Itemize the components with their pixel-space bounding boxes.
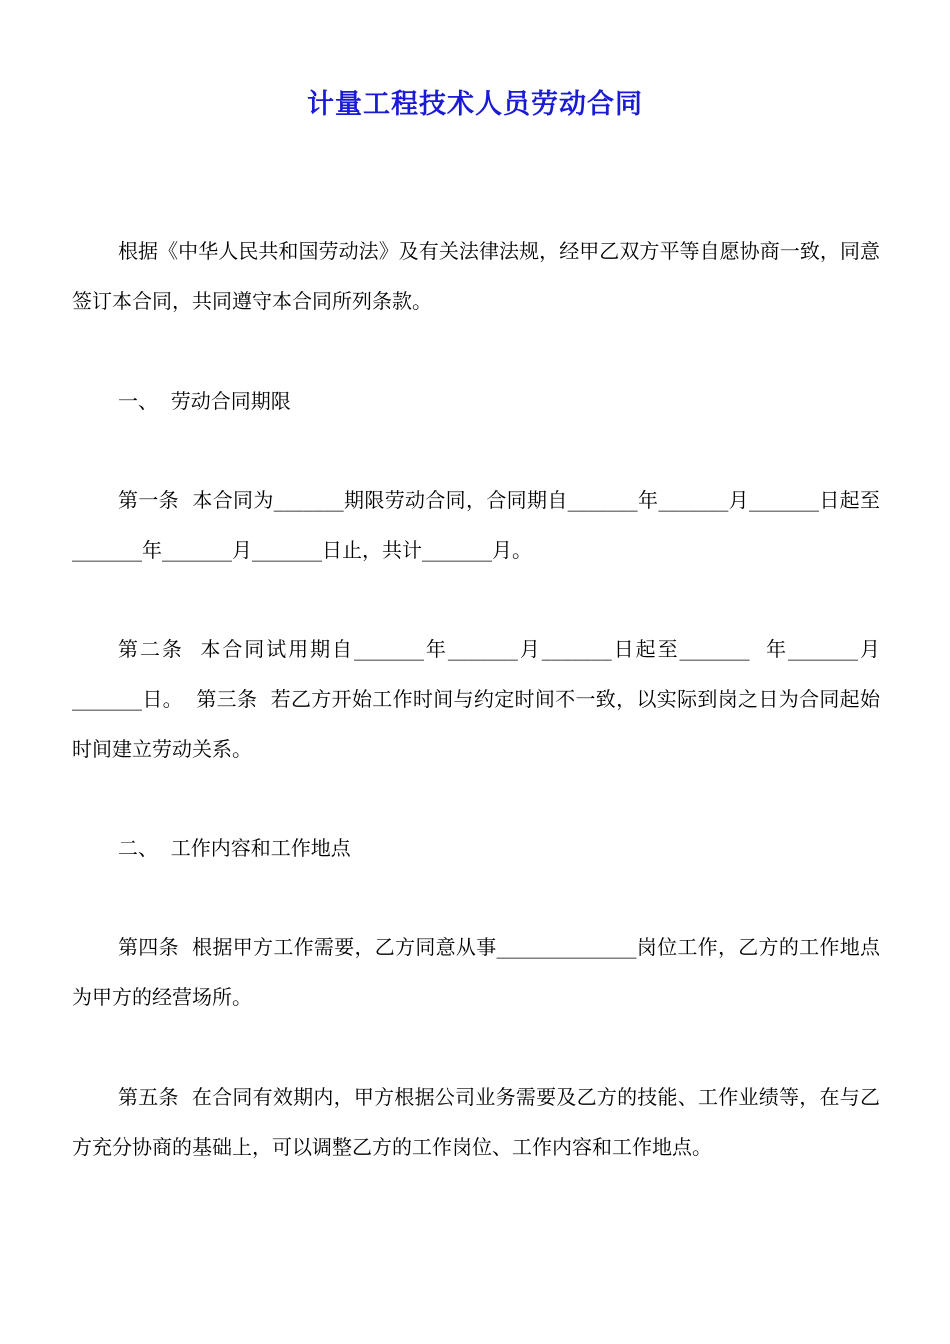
intro-paragraph: 根据《中华人民共和国劳动法》及有关法律法规，经甲乙双方平等自愿协商一致，同意签订本合同，共同遵守本合同所列条款。 (72, 239, 880, 313)
article-1-paragraph: 第一条 本合同为_______期限劳动合同，合同期自_______年_______月_______日起至_______年_______月_______日止，共计_______月。 (72, 488, 880, 562)
document-title: 计量工程技术人员劳动合同 (307, 89, 643, 120)
section-heading-work: 二、 工作内容和工作地点 (118, 836, 351, 860)
section-heading-term: 一、 劳动合同期限 (118, 389, 291, 413)
article-2-3-paragraph: 第二条 本合同试用期自_______年_______月_______日起至_______ 年_______月_______日。 第三条 若乙方开始工作时间与约定时间不一致，以实际到岗之日为合同起始时间建立劳动关系。 (72, 637, 880, 761)
article-4-paragraph: 第四条 根据甲方工作需要，乙方同意从事______________岗位工作，乙方的工作地点为甲方的经营场所。 (72, 935, 880, 1009)
article-5-paragraph: 第五条 在合同有效期内，甲方根据公司业务需要及乙方的技能、工作业绩等，在与乙方充分协商的基础上，可以调整乙方的工作岗位、工作内容和工作地点。 (72, 1085, 880, 1159)
